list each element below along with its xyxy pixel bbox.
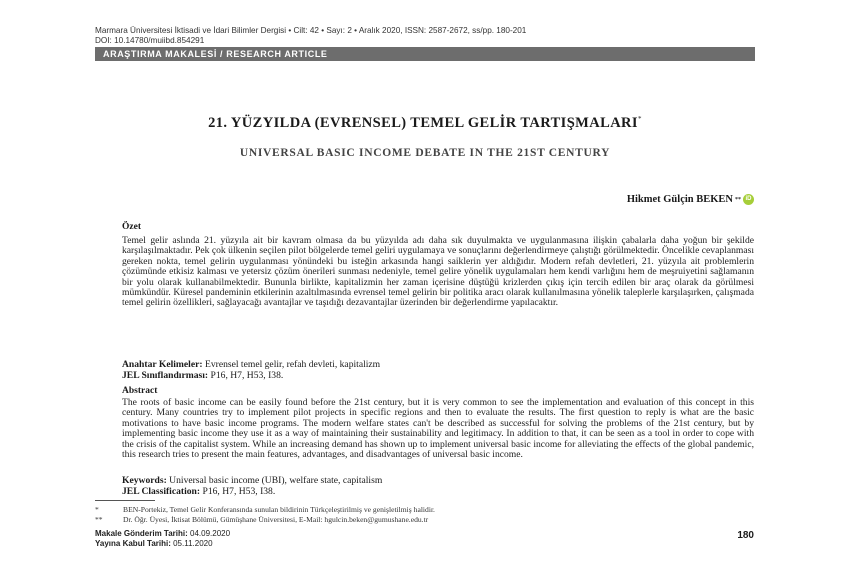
ozet-jel-value: P16, H7, H53, I38. — [210, 370, 284, 381]
footnote-2-mark: ** — [95, 515, 103, 524]
acceptance-date — [95, 539, 213, 548]
page-number: 180 — [737, 530, 754, 541]
submission-date-value: 04.09.2020 — [190, 529, 231, 538]
title-footnote-mark: * — [637, 115, 642, 124]
journal-doi: DOI: 10.14780/muiibd.854291 — [95, 36, 205, 45]
ozet-keywords-label: Anahtar Kelimeler: — [122, 359, 203, 370]
footnote-1-mark: * — [95, 505, 99, 514]
article-type-banner: ARAŞTIRMA MAKALESİ / RESEARCH ARTICLE — [95, 47, 755, 61]
title-english: UNIVERSAL BASIC INCOME DEBATE IN THE 21ST CENTURY — [239, 147, 611, 159]
ozet-jel-label: JEL Sınıflandırması: — [122, 370, 209, 381]
footnote-divider — [95, 500, 155, 501]
footnote-1-text: BEN-Portekiz, Temel Gelir Konferansında sunulan bildirinin Türkçeleştirilmiş ve genişletilmiş halidir. — [123, 505, 435, 514]
ozet-keywords — [122, 360, 754, 371]
author-line — [627, 194, 754, 205]
ozet-keywords-value: Evrensel temel gelir, refah devleti, kapitalizm — [204, 359, 381, 370]
abstract-heading: Abstract — [122, 386, 158, 396]
title-turkish — [95, 115, 755, 132]
abstract-keywords-label: Keywords: — [122, 475, 167, 486]
abstract-keywords — [122, 476, 754, 487]
abstract-jel — [122, 487, 754, 498]
abstract-jel-label: JEL Classification: — [122, 486, 201, 497]
title-turkish-text: 21. YÜZYILDA (EVRENSEL) TEMEL GELİR TARTIŞMALARI — [208, 115, 638, 131]
footnote-2-text: Dr. Öğr. Üyesi, İktisat Bölümü, Gümüşhane Üniversitesi, E-Mail: hgulcin.beken@gumushane.edu.tr — [123, 515, 429, 524]
acceptance-date-label: Yayına Kabul Tarihi: — [95, 539, 171, 548]
ozet-heading: Özet — [122, 222, 141, 232]
author-name: Hikmet Gülçin BEKEN — [626, 194, 733, 205]
submission-date — [95, 529, 230, 538]
journal-header — [95, 26, 755, 46]
abstract-jel-value: P16, H7, H53, I38. — [202, 486, 276, 497]
footnote-2 — [95, 515, 428, 524]
abstract-text: The roots of basic income can be easily found before the 21st century, but it is very common to see the implementation and evaluation of this concept in this century. Many countries try to implement pilot projects in specific regions and then to evaluate the results. The first question to reply is what are the basic motivations to have basic income programs. The modern welfare states can't be described as successful for solving the problems of the 21st century, but by implementing basic income they use it as a way of maintaining their sustainability and legitimacy. In addition to that, it can be seen as a tool in order to cope with the crisis of the capitalist system. While an increasing demand has shown up to implement universal basic income for alleviating the effects of the global pandemic, this research tries to present the main features, advantages, and disadvantages of universal basic income. — [122, 397, 754, 461]
author-footnote-mark: ** — [735, 196, 741, 203]
abstract-keywords-value: Universal basic income (UBI), welfare state, capitalism — [169, 475, 383, 486]
acceptance-date-value: 05.11.2020 — [173, 539, 213, 548]
ozet-text: Temel gelir aslında 21. yüzyıla ait bir kavram olmasa da bu yüzyılda adı daha sık duyulmakta ve uygulanmasına ilişkin çabalarla daha yoğun bir şekilde karşılaşılmaktadır. Pek çok ülkenin seçilen pilot bölgelerde temel geliri uygulamaya ve sonuçlarını değerlendirmeye çalıştığı görülmektedir. Öncelikle cevaplanması gereken nokta, temel gelirin uygulanması yönündeki bu isteğin arkasında hangi saiklerin yer aldığıdır. Modern refah devletleri, 21. yüzyıla ait problemlerin çözümünde etkisiz kalması ve yetersiz çözüm önerileri sunması nedeniyle, temel gelire yönelik uygulamaları hem kendi varlığını hem de meşruiyetini sağlamanın bir yolu olarak kullanabilmektedir. Bununla birlikte, kapitalizmin her zaman içerisine düştüğü krizlerden çıkış için tercih edilen bir araç olarak da görülmesi mümkündür. Küresel pandeminin etkilerinin azaltılmasında evrensel temel gelirin bir politika aracı olarak kullanılmasına yönelik taleplerle karşılaşırken, çalışmada temel gelirin özellikleri, sağlayacağı avantajlar ve taşıdığı dezavantajlar üzerinden bir değerlendirme yapılacaktır. — [122, 235, 754, 309]
orcid-icon[interactable]: iD — [743, 194, 754, 205]
footnote-1 — [95, 505, 435, 514]
journal-citation: Marmara Üniversitesi İktisadi ve İdari Bilimler Dergisi • Cilt: 42 • Sayı: 2 • Aralık 2020, ISSN: 2587-2672, ss/pp. 180-201 — [95, 26, 527, 35]
ozet-jel — [122, 371, 754, 382]
submission-date-label: Makale Gönderim Tarihi: — [95, 529, 188, 538]
